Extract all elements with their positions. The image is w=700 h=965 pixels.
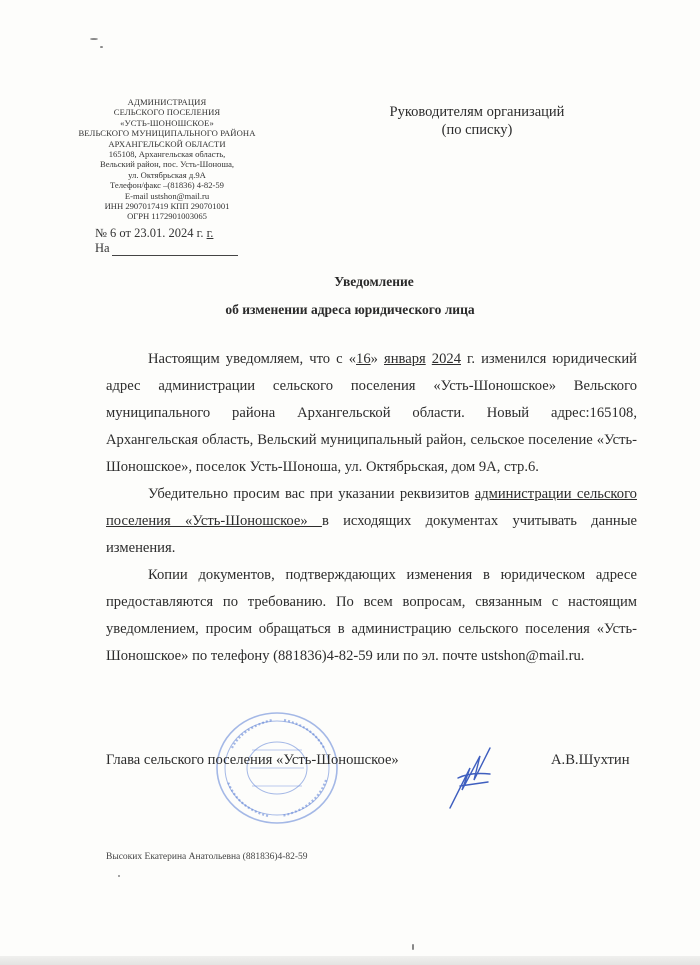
addressee-line: Руководителям организаций: [389, 104, 565, 120]
paragraph-2: [106, 481, 637, 562]
sender-email: E-mail ustshon@mail.ru: [124, 190, 210, 201]
title-line: Уведомление: [334, 274, 414, 289]
date-month: января: [384, 351, 426, 367]
document-title: [0, 268, 700, 324]
text-run: Убедительно просим вас при указании реквизитов: [148, 486, 475, 502]
scan-bottom-edge: [0, 956, 700, 965]
subtitle-line: об изменении адреса юридического лица: [225, 302, 475, 317]
underlined-text: администрации сельского поселения «Усть-Шоношское»: [106, 486, 637, 529]
sender-line: ОГРН 1172901003065: [127, 211, 207, 222]
sender-line: ул. Октябрьская д.9А: [128, 169, 206, 180]
handwritten-signature-icon: [440, 728, 500, 818]
scan-speck: [412, 944, 414, 950]
text-run: г. изменился юридический адрес администрации сельского поселения «Усть-Шоношское» Вельского муниципального района Архангельской области. Новый адрес:165108, Архангельская область, Вельский муниципальный район, сельское поселение «Усть-Шоношское», поселок Усть-Шоноша, ул. Октябрьская, дом 9А, стр.6.: [106, 351, 637, 475]
sender-line: ВЕЛЬСКОГО МУНИЦИПАЛЬНОГО РАЙОНА: [78, 128, 256, 139]
sender-line: СЕЛЬСКОГО ПОСЕЛЕНИЯ: [113, 107, 221, 118]
sender-line: АРХАНГЕЛЬСКОЙ ОБЛАСТИ: [108, 138, 226, 149]
reg-number-row: [95, 226, 238, 241]
registration-block: [95, 226, 238, 256]
date-day: 16: [356, 351, 371, 367]
sender-line: ИНН 2907017419 КПП 290701001: [104, 201, 230, 212]
signatory-title: Глава сельского поселения «Усть-Шоношское»: [106, 752, 399, 768]
sender-line: 165108, Архангельская область,: [108, 149, 226, 160]
addressee-block: [372, 103, 582, 139]
letter-body: [106, 346, 637, 670]
scan-speck: [90, 38, 98, 40]
text-run: Настоящим уведомляем, что с «: [148, 351, 357, 367]
text-run: »: [370, 351, 384, 367]
sender-line: Телефон/факс –(81836) 4-82-59: [110, 180, 224, 191]
paragraph-1: [106, 346, 637, 481]
executor-note: Высоких Екатерина Анатольевна (881836)4-82-59: [106, 852, 308, 862]
signatory-name: А.В.Шухтин: [551, 752, 630, 768]
reg-on-row: [95, 241, 238, 256]
reg-number: № 6 от 23.01. 2024 г.: [95, 226, 204, 240]
reg-suffix: г.: [206, 226, 214, 240]
date-year: 2024: [431, 351, 461, 367]
sender-line: АДМИНИСТРАЦИЯ: [127, 97, 207, 107]
reg-on: На: [95, 241, 110, 255]
reg-blank-line: [112, 243, 238, 256]
addressee-note: (по списку): [441, 122, 513, 138]
paragraph-3: Копии документов, подтверждающих изменения в юридическом адресе предоставляются по требованию. По всем вопросам, связанным с настоящим уведомлением, просим обращаться в администрацию сельского поселения «Усть-Шоношское» по телефону (881836)4-82-59 или по эл. почте ustshon@mail.ru.: [106, 567, 637, 664]
scan-speck: [100, 46, 103, 48]
sender-line: «УСТЬ-ШОНОШСКОЕ»: [120, 117, 214, 128]
sender-block: [62, 97, 272, 222]
text-run: в исходящих документах учитывать данные изменения.: [106, 513, 637, 556]
scan-speck: [118, 875, 120, 877]
sender-line: Вельский район, пос. Усть-Шоноша,: [99, 159, 235, 170]
